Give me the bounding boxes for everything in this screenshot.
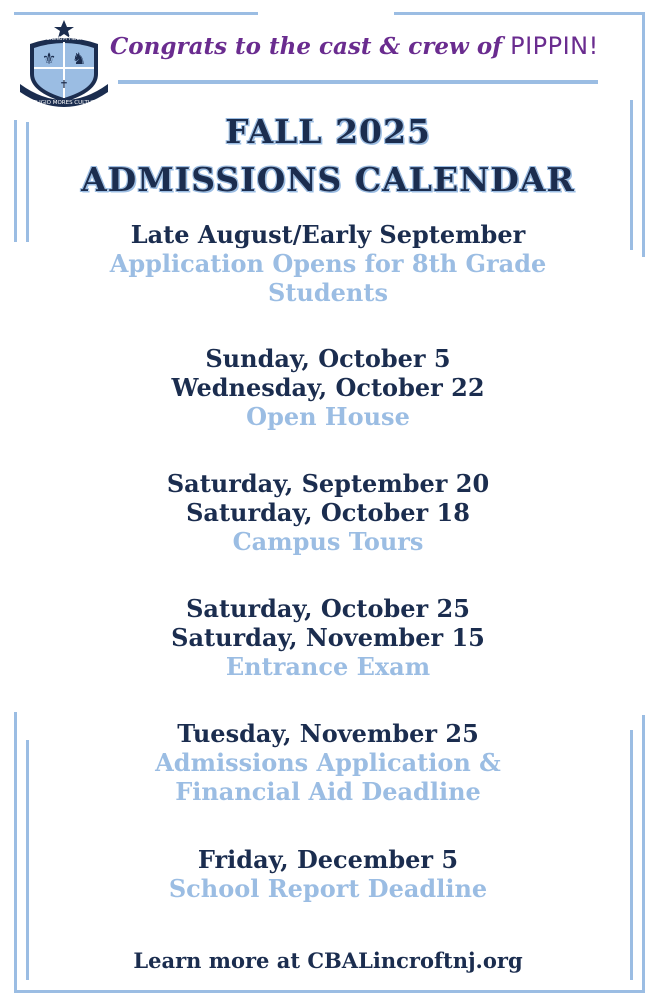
event-open-house: [0, 344, 656, 431]
event-label: Admissions Application &: [155, 748, 501, 777]
frame-bottom: [14, 990, 645, 993]
svg-text:✝: ✝: [59, 78, 69, 91]
frame-top-left: [14, 12, 258, 15]
event-application-deadline: [0, 719, 656, 806]
svg-text:⚜: ⚜: [41, 49, 57, 68]
event-campus-tours: [0, 469, 656, 556]
crest-motto: RELIGIO MORES CULTURA: [28, 100, 100, 106]
event-entrance-exam: [0, 594, 656, 681]
svg-text:♞: ♞: [71, 49, 87, 68]
banner-rule: [118, 80, 598, 84]
event-date: Sunday, October 5: [205, 344, 451, 373]
footer-website-link[interactable]: Learn more at CBALincroftnj.org: [133, 948, 523, 973]
event-label: School Report Deadline: [168, 874, 488, 903]
event-date: Saturday, November 15: [171, 623, 485, 652]
title-line-2: ADMISSIONS CALENDAR: [81, 160, 575, 199]
congrats-banner: [110, 32, 640, 60]
event-label: Campus Tours: [232, 527, 424, 556]
event-label: Entrance Exam: [225, 652, 431, 681]
event-date: Wednesday, October 22: [171, 373, 485, 402]
event-date: Saturday, September 20: [166, 469, 490, 498]
event-date: Tuesday, November 25: [177, 719, 479, 748]
event-application-opens: [0, 220, 656, 307]
school-crest-logo: [16, 18, 112, 110]
event-label: Open House: [246, 402, 410, 431]
event-school-report-deadline: [0, 845, 656, 903]
event-date: Late August/Early September: [130, 220, 526, 249]
banner-text: Congrats to the cast & crew of: [110, 33, 503, 60]
event-date: Saturday, October 18: [186, 498, 470, 527]
banner-highlight: PIPPIN!: [510, 32, 599, 60]
event-label: Application Opens for 8th Grade: [109, 249, 547, 278]
event-date: Saturday, October 25: [186, 594, 470, 623]
event-label: Financial Aid Deadline: [175, 777, 481, 806]
event-label: Students: [268, 278, 388, 307]
title-line-1: FALL 2025: [225, 112, 431, 151]
frame-top-right: [394, 12, 644, 15]
crest-top-text: SIGNUM FIDEI: [46, 36, 82, 42]
event-date: Friday, December 5: [197, 845, 459, 874]
